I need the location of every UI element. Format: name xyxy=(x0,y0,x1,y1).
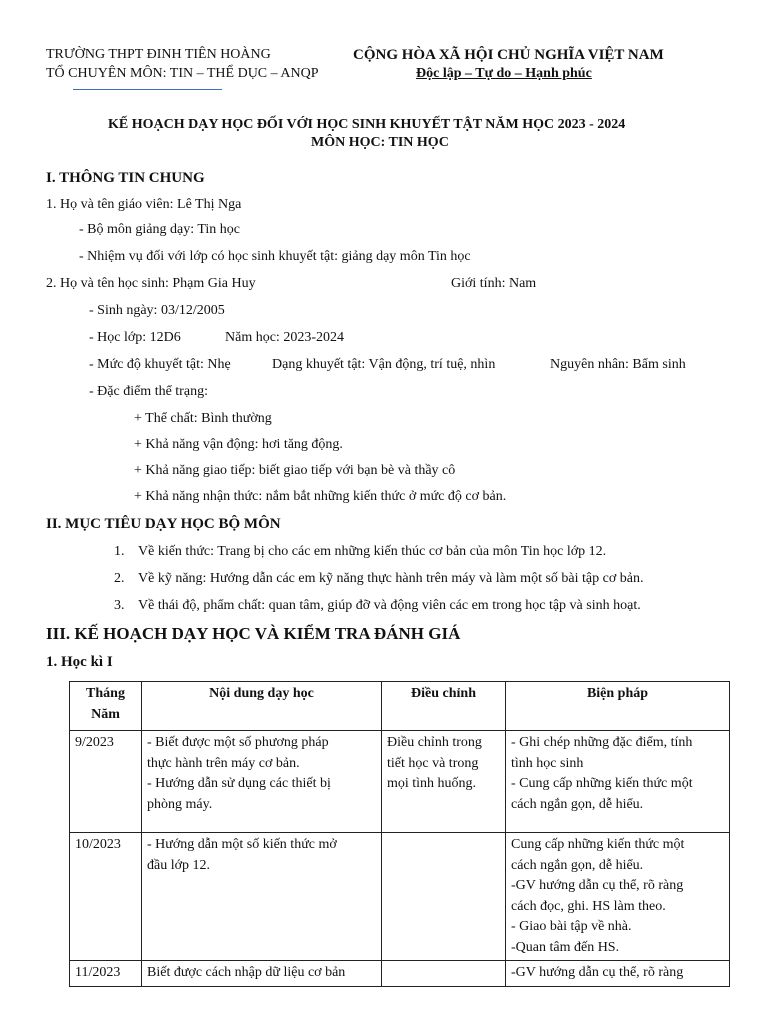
measure-line: - Cung cấp những kiến thức một xyxy=(511,776,693,791)
trait-item: + Khả năng nhận thức: nắm bắt những kiến thức ở mức độ cơ bản. xyxy=(134,489,507,504)
teaching-subject: - Bộ môn giảng dạy: Tin học xyxy=(79,222,241,237)
trait-item: + Khả năng giao tiếp: biết giao tiếp với bạn bè và thầy cô xyxy=(134,463,456,478)
cell-month: 10/2023 xyxy=(70,833,142,961)
goal-text: Về thái độ, phẩm chất: quan tâm, giúp đỡ và động viên các em trong học tập và sinh hoạt. xyxy=(138,598,641,613)
disability-cause: Nguyên nhân: Bẩm sinh xyxy=(550,357,686,372)
teacher-name: 1. Họ và tên giáo viên: Lê Thị Nga xyxy=(46,197,242,212)
document-title: KẾ HOẠCH DẠY HỌC ĐỐI VỚI HỌC SINH KHUYẾT TẬT NĂM HỌC 2023 - 2024 xyxy=(108,117,626,132)
header-divider xyxy=(73,89,222,90)
goal-number: 3. xyxy=(114,598,125,613)
content-line: - Hướng dẫn một số kiến thức mở xyxy=(147,837,337,852)
column-header-adjust: Điều chỉnh xyxy=(382,682,506,731)
adjust-line: Điều chỉnh trong xyxy=(387,735,482,750)
cell-month: 11/2023 xyxy=(70,961,142,987)
cell-measure xyxy=(506,961,730,987)
cell-content xyxy=(142,961,382,987)
measure-line: - Giao bài tập về nhà. xyxy=(511,919,632,934)
content-line: Biết được cách nhập dữ liệu cơ bản xyxy=(147,965,346,980)
section-1-heading: I. THÔNG TIN CHUNG xyxy=(46,170,205,186)
column-header-content: Nội dung dạy học xyxy=(142,682,382,731)
national-motto: Độc lập – Tự do – Hạnh phúc xyxy=(416,66,592,81)
column-header-measure: Biện pháp xyxy=(506,682,730,731)
cell-measure xyxy=(506,833,730,961)
country-name: CỘNG HÒA XÃ HỘI CHỦ NGHĨA VIỆT NAM xyxy=(353,47,664,63)
cell-content xyxy=(142,833,382,961)
cell-adjust xyxy=(382,961,506,987)
measure-line: Cung cấp những kiến thức một xyxy=(511,837,685,852)
traits-label: - Đặc điểm thể trạng: xyxy=(89,384,208,399)
column-header-month xyxy=(70,682,142,731)
goal-text: Về kỹ năng: Hướng dẫn các em kỹ năng thực hành trên máy và làm một số bài tập cơ bản. xyxy=(138,571,644,586)
header-month-label: Tháng xyxy=(86,686,125,701)
content-line: phòng máy. xyxy=(147,796,213,812)
semester-heading: 1. Học kì I xyxy=(46,654,113,670)
school-name: TRƯỜNG THPT ĐINH TIÊN HOÀNG xyxy=(46,47,271,62)
student-gender: Giới tính: Nam xyxy=(451,276,537,291)
measure-line: tình học sinh xyxy=(511,755,584,771)
trait-item: + Thể chất: Bình thường xyxy=(134,411,272,426)
content-line: - Biết được một số phương pháp xyxy=(147,735,329,750)
measure-line: -Quan tâm đến HS. xyxy=(511,939,620,955)
cell-measure xyxy=(506,731,730,833)
measure-line: - Ghi chép những đặc điểm, tính xyxy=(511,735,693,750)
content-line: - Hướng dẫn sử dụng các thiết bị xyxy=(147,776,331,791)
teaching-duty: - Nhiệm vụ đối với lớp có học sinh khuyết tật: giảng dạy môn Tin học xyxy=(79,249,471,264)
disability-severity: - Mức độ khuyết tật: Nhẹ xyxy=(89,357,231,372)
adjust-line: tiết học và trong xyxy=(387,755,479,771)
student-dob: - Sinh ngày: 03/12/2005 xyxy=(89,303,225,318)
section-3-heading: III. KẾ HOẠCH DẠY HỌC VÀ KIỂM TRA ĐÁNH GIÁ xyxy=(46,624,461,643)
section-2-heading: II. MỤC TIÊU DẠY HỌC BỘ MÔN xyxy=(46,516,281,532)
goal-text: Về kiến thức: Trang bị cho các em những kiến thúc cơ bản của môn Tin học lớp 12. xyxy=(138,544,607,559)
student-name: 2. Họ và tên học sinh: Phạm Gia Huy xyxy=(46,276,256,291)
measure-line: cách ngắn gọn, dễ hiểu. xyxy=(511,796,644,812)
cell-month: 9/2023 xyxy=(70,731,142,833)
cell-adjust xyxy=(382,833,506,961)
school-year: Năm học: 2023-2024 xyxy=(225,330,344,345)
measure-line: cách đọc, ghi. HS làm theo. xyxy=(511,898,666,914)
disability-type: Dạng khuyết tật: Vận động, trí tuệ, nhìn xyxy=(272,357,496,372)
header-year-label: Năm xyxy=(91,706,120,722)
teaching-plan-table xyxy=(69,681,730,987)
cell-content xyxy=(142,731,382,833)
goal-number: 2. xyxy=(114,571,125,586)
table-header-row xyxy=(70,682,730,731)
table-row xyxy=(70,731,730,833)
department-name: TỔ CHUYÊN MÔN: TIN – THỂ DỤC – ANQP xyxy=(46,66,319,81)
measure-line: cách ngắn gọn, dễ hiểu. xyxy=(511,857,644,873)
measure-line: -GV hướng dẫn cụ thể, rõ ràng xyxy=(511,965,684,980)
table-row xyxy=(70,833,730,961)
student-class: - Học lớp: 12D6 xyxy=(89,330,181,345)
trait-item: + Khả năng vận động: hơi tăng động. xyxy=(134,437,343,452)
measure-line: -GV hướng dẫn cụ thể, rõ ràng xyxy=(511,878,684,893)
goal-number: 1. xyxy=(114,544,125,559)
cell-adjust xyxy=(382,731,506,833)
table-row xyxy=(70,961,730,987)
content-line: thực hành trên máy cơ bản. xyxy=(147,755,300,771)
adjust-line: mọi tình huống. xyxy=(387,776,477,791)
document-subtitle: MÔN HỌC: TIN HỌC xyxy=(311,135,449,150)
content-line: đầu lớp 12. xyxy=(147,857,211,873)
